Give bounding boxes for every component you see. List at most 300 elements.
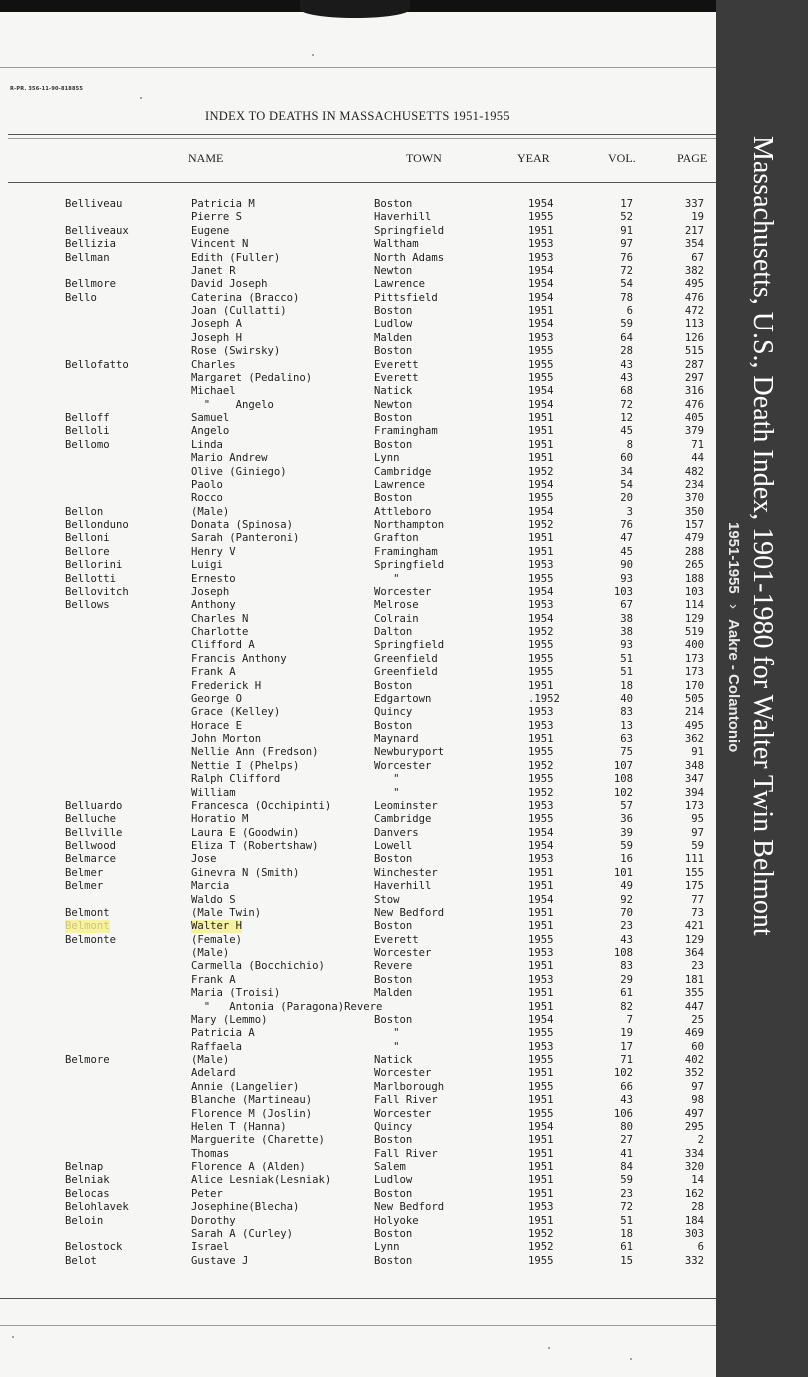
table-row	[0, 934, 716, 947]
row-year: 1951	[528, 987, 554, 1000]
row-town: Newton	[374, 398, 413, 411]
row-volume: 91	[620, 224, 633, 237]
row-town: Framingham	[374, 545, 438, 558]
row-year: 1955	[528, 211, 554, 224]
row-given-name: Gustave J	[191, 1254, 249, 1267]
row-given-name: Grace (Kelley)	[191, 706, 281, 719]
table-row	[0, 880, 716, 893]
table-row	[0, 720, 716, 733]
row-volume: 40	[620, 692, 633, 705]
row-page: 354	[684, 238, 704, 251]
row-town: Springfield	[374, 559, 445, 572]
row-page: 334	[684, 1147, 704, 1160]
row-volume: 41	[620, 1147, 633, 1160]
row-year: 1954	[528, 585, 554, 598]
row-page: 173	[684, 652, 704, 665]
row-year: 1952	[528, 626, 554, 638]
row-given-name: Sarah (Panteroni)	[191, 532, 300, 545]
scan-speck	[630, 1358, 632, 1360]
row-year: 1953	[528, 947, 554, 959]
row-given-name: Joseph H	[191, 331, 243, 344]
table-row	[0, 452, 716, 465]
row-year: 1951	[528, 425, 554, 438]
row-year: 1955	[528, 813, 554, 826]
row-surname: Bellman	[65, 251, 110, 264]
row-given-name: Carmella (Bocchichio)	[191, 960, 325, 973]
column-header-vol: VOL.	[608, 151, 636, 165]
table-row	[0, 586, 716, 599]
row-page: 173	[684, 666, 704, 679]
table-row	[0, 867, 716, 880]
row-volume: 93	[620, 572, 633, 585]
row-given-name: Israel	[191, 1241, 230, 1254]
table-row	[0, 1174, 716, 1187]
row-town: Grafton	[374, 532, 419, 545]
row-year: 1951	[528, 920, 554, 933]
row-page: 479	[684, 532, 704, 545]
row-given-name: Margaret (Pedalino)	[191, 371, 313, 384]
row-surname: Belostock	[65, 1241, 123, 1254]
row-given-name: Helen T (Hanna)	[191, 1120, 287, 1133]
row-year: 1951	[528, 733, 554, 745]
table-row	[0, 693, 716, 706]
row-surname: Belmonte	[65, 933, 117, 946]
row-year: 1951	[528, 1187, 554, 1200]
row-given-name: Rose (Swirsky)	[191, 345, 281, 358]
row-page: 497	[684, 1107, 704, 1120]
table-row	[0, 492, 716, 505]
table-row	[0, 332, 716, 345]
row-volume: 8	[626, 438, 633, 451]
row-year: 1954	[528, 278, 554, 291]
scanner-shadow	[0, 0, 716, 12]
row-town: Newburyport	[374, 746, 445, 759]
row-page: 129	[684, 612, 704, 625]
row-year: 1955	[528, 652, 554, 665]
row-page: 316	[684, 385, 704, 398]
row-year: 1955	[528, 639, 554, 652]
row-given-name: Janet R	[191, 264, 236, 277]
row-given-name: Marcia	[191, 880, 230, 893]
row-given-name: Charles	[191, 358, 236, 371]
row-year: 1951	[528, 1067, 554, 1080]
row-year: 1951	[528, 1174, 554, 1187]
row-town: Fall River	[374, 1094, 438, 1107]
row-given-name: Jose	[191, 853, 217, 866]
table-row	[0, 960, 716, 973]
row-page: 447	[684, 1000, 704, 1013]
row-volume: 34	[620, 465, 633, 478]
row-page: 111	[684, 853, 704, 866]
table-row	[0, 305, 716, 318]
table-row	[0, 573, 716, 586]
row-surname: Belliveaux	[65, 224, 129, 237]
row-page: 472	[684, 305, 704, 317]
table-row	[0, 1201, 716, 1214]
table-row	[0, 479, 716, 492]
table-row	[0, 706, 716, 719]
row-volume: 3	[626, 505, 633, 518]
row-given-name: Horatio M	[191, 813, 249, 826]
header-rule-top-2	[8, 138, 716, 139]
row-surname: Belloff	[65, 412, 110, 424]
row-given-name: " Angelo	[191, 398, 274, 411]
row-year: 1954	[528, 264, 554, 277]
row-town: Natick	[374, 1054, 413, 1066]
row-town: Danvers	[374, 826, 419, 839]
breadcrumb-range[interactable]: 1951-1955	[725, 522, 742, 594]
top-divider	[0, 67, 716, 68]
row-year: 1951	[528, 452, 554, 465]
row-page: 175	[684, 880, 704, 893]
row-volume: 67	[620, 599, 633, 612]
row-surname: Belmore	[65, 1054, 110, 1066]
table-row	[0, 1001, 716, 1014]
row-volume: 78	[620, 291, 633, 304]
row-year: 1953	[528, 706, 554, 719]
row-year: 1953	[528, 251, 554, 264]
row-volume: 59	[620, 1174, 633, 1187]
row-town: Edgartown	[374, 692, 432, 705]
row-year: 1954	[528, 291, 554, 304]
scan-speck	[12, 1336, 14, 1338]
row-year: 1951	[528, 532, 554, 545]
row-page: 350	[684, 505, 704, 518]
row-given-name: George O	[191, 692, 243, 705]
row-volume: 12	[620, 412, 633, 424]
row-page: 295	[684, 1120, 704, 1133]
row-given-name: Dorothy	[191, 1214, 236, 1227]
row-volume: 15	[620, 1254, 633, 1267]
row-volume: 80	[620, 1120, 633, 1133]
table-row	[0, 439, 716, 452]
row-given-name: (Male Twin)	[191, 906, 262, 919]
row-town: Malden	[374, 331, 413, 344]
row-page: 25	[691, 1013, 704, 1026]
row-page: 91	[691, 746, 704, 759]
row-volume: 47	[620, 532, 633, 545]
row-surname: Beloin	[65, 1214, 104, 1227]
row-year: 1951	[528, 1147, 554, 1160]
row-town: Newton	[374, 264, 413, 277]
row-given-name: Sarah A (Curley)	[191, 1227, 294, 1240]
row-page: 14	[691, 1174, 704, 1187]
row-year: 1955	[528, 933, 554, 946]
row-town: Boston	[374, 719, 413, 732]
scan-speck	[140, 97, 142, 99]
row-volume: 38	[620, 612, 633, 625]
row-town: Framingham	[374, 425, 438, 438]
row-page: 188	[684, 572, 704, 585]
table-row	[0, 680, 716, 693]
table-row	[0, 813, 716, 826]
row-page: 347	[684, 773, 704, 786]
row-town: Boston	[374, 920, 413, 933]
row-year: 1955	[528, 746, 554, 759]
row-town: Greenfield	[374, 652, 438, 665]
row-year: 1953	[528, 853, 554, 866]
row-surname: Belliveau	[65, 198, 123, 210]
table-row	[0, 666, 716, 679]
row-year: 1952	[528, 519, 554, 531]
row-page: 297	[684, 371, 704, 384]
row-page: 217	[684, 224, 704, 237]
row-given-name: (Male)	[191, 505, 230, 518]
row-given-name: Frank A	[191, 666, 236, 679]
row-page: 214	[684, 706, 704, 719]
row-town: Fall River	[374, 1147, 438, 1160]
row-town: Worcester	[374, 1067, 432, 1080]
row-surname: Bellore	[65, 545, 110, 558]
row-given-name: Mary (Lemmo)	[191, 1013, 268, 1026]
row-page: 352	[684, 1067, 704, 1080]
row-page: 482	[684, 465, 704, 478]
row-town: New Bedford	[374, 1201, 445, 1214]
row-volume: 101	[613, 866, 633, 879]
row-year: 1955	[528, 773, 554, 786]
row-town: Haverhill	[374, 211, 432, 224]
row-year: 1954	[528, 478, 554, 491]
row-volume: 18	[620, 679, 633, 692]
row-volume: 103	[613, 585, 633, 598]
row-year: 1955	[528, 1054, 554, 1066]
row-surname: Belluche	[65, 813, 117, 826]
row-volume: 7	[626, 1013, 633, 1026]
row-volume: 51	[620, 652, 633, 665]
row-town: Boston	[374, 345, 413, 358]
row-page: 2	[697, 1134, 704, 1147]
row-given-name: Rocco	[191, 492, 223, 505]
row-volume: 106	[613, 1107, 633, 1120]
row-volume: 66	[620, 1080, 633, 1093]
table-row	[0, 987, 716, 1000]
row-volume: 60	[620, 452, 633, 465]
row-page: 77	[691, 893, 704, 906]
row-page: 382	[684, 264, 704, 277]
row-given-name: Charlotte	[191, 626, 249, 638]
row-town: Boston	[374, 1187, 413, 1200]
table-row	[0, 425, 716, 438]
row-town: Pittsfield	[374, 291, 438, 304]
row-given-name: Mario Andrew	[191, 452, 268, 465]
row-year: 1952	[528, 759, 554, 772]
row-volume: 70	[620, 906, 633, 919]
row-volume: 28	[620, 345, 633, 358]
row-page: 170	[684, 679, 704, 692]
row-town: Lowell	[374, 840, 413, 852]
row-volume: 43	[620, 371, 633, 384]
row-town: Boston	[374, 492, 413, 505]
table-row	[0, 1094, 716, 1107]
row-volume: 36	[620, 813, 633, 826]
footer-rule	[0, 1298, 716, 1299]
row-year: 1952	[528, 1241, 554, 1254]
row-surname: Belniak	[65, 1174, 110, 1187]
row-volume: 61	[620, 1241, 633, 1254]
row-year: 1952	[528, 1227, 554, 1240]
table-row	[0, 278, 716, 291]
row-town: Maynard	[374, 733, 419, 745]
row-year: 1951	[528, 412, 554, 424]
row-year: 1954	[528, 318, 554, 331]
row-page: 362	[684, 733, 704, 745]
row-page: 303	[684, 1227, 704, 1240]
row-volume: 16	[620, 853, 633, 866]
row-volume: 51	[620, 1214, 633, 1227]
row-town: "	[374, 1027, 400, 1040]
row-given-name: Ginevra N (Smith)	[191, 866, 300, 879]
row-page: 157	[684, 519, 704, 531]
row-surname: Belmer	[65, 880, 104, 893]
table-row	[0, 265, 716, 278]
row-page: 71	[691, 438, 704, 451]
row-given-name: William	[191, 786, 236, 799]
row-year: 1955	[528, 1080, 554, 1093]
row-volume: 75	[620, 746, 633, 759]
row-given-name: Angelo	[191, 425, 230, 438]
breadcrumb-separator-icon: ›	[725, 603, 742, 609]
row-year: 1951	[528, 1134, 554, 1147]
header-rule-top	[8, 134, 716, 135]
row-volume: 49	[620, 880, 633, 893]
row-given-name: Raffaela	[191, 1040, 243, 1053]
row-year: 1955	[528, 492, 554, 505]
row-year: 1951	[528, 1214, 554, 1227]
row-year: 1954	[528, 385, 554, 398]
row-year: 1953	[528, 1201, 554, 1214]
row-town: Waltham	[374, 238, 419, 251]
row-town: Salem	[374, 1161, 406, 1173]
row-given-name: (Male)	[191, 947, 230, 959]
table-row	[0, 827, 716, 840]
row-town: Boston	[374, 679, 413, 692]
row-volume: 72	[620, 398, 633, 411]
table-row	[0, 1148, 716, 1161]
row-page: 97	[691, 826, 704, 839]
row-volume: 52	[620, 211, 633, 224]
row-given-name: Joseph A	[191, 318, 243, 331]
table-row-highlighted	[0, 920, 716, 933]
row-surname: Belohlavek	[65, 1201, 129, 1214]
row-year: 1952	[528, 465, 554, 478]
row-page: 265	[684, 559, 704, 572]
row-volume: 64	[620, 331, 633, 344]
table-row	[0, 1081, 716, 1094]
row-page: 519	[684, 626, 704, 638]
table-row	[0, 412, 716, 425]
scan-speck	[312, 54, 314, 56]
index-table	[0, 198, 716, 1268]
row-page: 184	[684, 1214, 704, 1227]
row-year: 1951	[528, 1161, 554, 1173]
row-year: 1954	[528, 505, 554, 518]
row-town: Worcester	[374, 1107, 432, 1120]
row-surname: Bellizia	[65, 238, 117, 251]
row-year: 1951	[528, 545, 554, 558]
row-volume: 19	[620, 1027, 633, 1040]
row-given-name: Luigi	[191, 559, 223, 572]
row-page: 60	[691, 1040, 704, 1053]
row-volume: 51	[620, 666, 633, 679]
row-page: 332	[684, 1254, 704, 1267]
row-year: 1954	[528, 198, 554, 210]
row-given-name: Frederick H	[191, 679, 262, 692]
row-given-name: Maria (Troisi)	[191, 987, 281, 1000]
row-town: Ludlow	[374, 318, 413, 331]
row-town: Melrose	[374, 599, 419, 612]
row-year: 1951	[528, 224, 554, 237]
row-year: 1951	[528, 1094, 554, 1107]
row-town: Ludlow	[374, 1174, 413, 1187]
row-given-name: Horace E	[191, 719, 243, 732]
row-surname: Belmont	[65, 906, 110, 919]
row-town: Greenfield	[374, 666, 438, 679]
row-town: Everett	[374, 358, 419, 371]
row-page: 421	[684, 920, 704, 933]
row-page: 103	[684, 585, 704, 598]
row-town: Holyoke	[374, 1214, 419, 1227]
row-volume: 72	[620, 264, 633, 277]
row-given-name: Joseph	[191, 585, 230, 598]
row-given-name: Blanche (Martineau)	[191, 1094, 313, 1107]
table-row	[0, 1255, 716, 1268]
table-row	[0, 974, 716, 987]
row-year: 1954	[528, 1120, 554, 1133]
row-town: Boston	[374, 198, 413, 210]
row-page: 173	[684, 799, 704, 812]
row-page: 73	[691, 906, 704, 919]
row-year: 1951	[528, 866, 554, 879]
table-row	[0, 1054, 716, 1067]
row-volume: 57	[620, 799, 633, 812]
breadcrumb-section[interactable]: Aakre - Colantonio	[725, 618, 742, 753]
row-town: New Bedford	[374, 906, 445, 919]
row-given-name: Patricia A	[191, 1027, 255, 1040]
row-given-name: Linda	[191, 438, 223, 451]
table-row	[0, 238, 716, 251]
row-town: Leominster	[374, 799, 438, 812]
row-given-name: Nettie I (Phelps)	[191, 759, 300, 772]
row-year: .1952	[528, 692, 560, 705]
row-page: 97	[691, 1080, 704, 1093]
row-town: Lawrence	[374, 278, 426, 291]
row-given-name: Waldo S	[191, 893, 236, 906]
row-volume: 43	[620, 358, 633, 371]
row-page: 23	[691, 960, 704, 973]
row-town: Boston	[374, 973, 413, 986]
row-volume: 82	[620, 1000, 633, 1013]
row-volume: 43	[620, 1094, 633, 1107]
row-town: Lynn	[374, 1241, 400, 1254]
row-surname: Bellofatto	[65, 358, 129, 371]
row-volume: 97	[620, 238, 633, 251]
table-row	[0, 225, 716, 238]
row-year: 1955	[528, 572, 554, 585]
row-page: 67	[691, 251, 704, 264]
row-page: 114	[684, 599, 704, 612]
table-row	[0, 639, 716, 652]
table-row	[0, 746, 716, 759]
table-row	[0, 519, 716, 532]
row-volume: 38	[620, 626, 633, 638]
row-year: 1955	[528, 666, 554, 679]
row-town: Boston	[374, 1134, 413, 1147]
row-year: 1953	[528, 559, 554, 572]
row-given-name: Ralph Clifford	[191, 773, 281, 786]
table-row	[0, 733, 716, 746]
row-year: 1951	[528, 438, 554, 451]
row-town: Worcester	[374, 585, 432, 598]
